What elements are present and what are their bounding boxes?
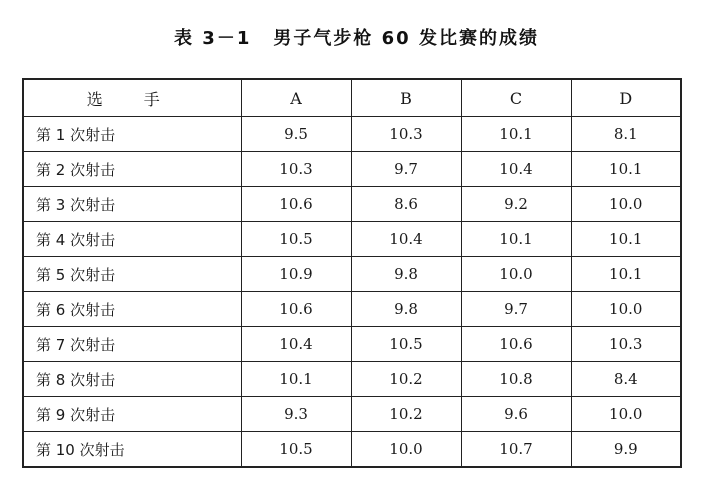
table-row	[23, 222, 681, 257]
table-row	[23, 397, 681, 432]
row-label: 第 5 次射击	[23, 257, 241, 292]
score-cell: 10.2	[351, 362, 461, 397]
row-label: 第 2 次射击	[23, 152, 241, 187]
score-cell: 10.5	[241, 432, 351, 468]
score-cell: 9.8	[351, 257, 461, 292]
row-label: 第 4 次射击	[23, 222, 241, 257]
score-cell: 10.1	[461, 222, 571, 257]
row-label: 第 10 次射击	[23, 432, 241, 468]
score-cell: 9.7	[461, 292, 571, 327]
column-header-b: B	[351, 79, 461, 117]
table-row	[23, 117, 681, 152]
score-cell: 10.0	[461, 257, 571, 292]
row-label: 第 8 次射击	[23, 362, 241, 397]
table-caption	[0, 24, 713, 50]
table-number: 表 3－1	[174, 28, 252, 49]
row-label: 第 9 次射击	[23, 397, 241, 432]
table-row	[23, 432, 681, 468]
row-label: 第 1 次射击	[23, 117, 241, 152]
score-cell: 10.5	[241, 222, 351, 257]
table-row	[23, 257, 681, 292]
score-cell: 9.9	[571, 432, 681, 468]
score-cell: 10.1	[571, 222, 681, 257]
header-row	[23, 79, 681, 117]
score-cell: 10.3	[241, 152, 351, 187]
score-cell: 10.4	[241, 327, 351, 362]
table-body	[23, 117, 681, 468]
table-title: 男子气步枪 60 发比赛的成绩	[273, 28, 539, 49]
table-row	[23, 292, 681, 327]
score-cell: 10.0	[351, 432, 461, 468]
score-cell: 10.8	[461, 362, 571, 397]
score-cell: 10.1	[571, 257, 681, 292]
score-cell: 10.0	[571, 187, 681, 222]
score-cell: 10.5	[351, 327, 461, 362]
row-label: 第 6 次射击	[23, 292, 241, 327]
score-cell: 10.6	[461, 327, 571, 362]
score-cell: 8.1	[571, 117, 681, 152]
score-cell: 10.6	[241, 187, 351, 222]
score-cell: 10.4	[351, 222, 461, 257]
score-cell: 10.6	[241, 292, 351, 327]
score-cell: 10.9	[241, 257, 351, 292]
column-header-d: D	[571, 79, 681, 117]
score-cell: 9.6	[461, 397, 571, 432]
corner-header: 选 手	[23, 79, 241, 117]
table-row	[23, 152, 681, 187]
score-cell: 10.0	[571, 397, 681, 432]
score-cell: 10.1	[461, 117, 571, 152]
score-cell: 9.8	[351, 292, 461, 327]
table-row	[23, 187, 681, 222]
row-label: 第 3 次射击	[23, 187, 241, 222]
table-row	[23, 327, 681, 362]
score-cell: 9.7	[351, 152, 461, 187]
score-cell: 8.6	[351, 187, 461, 222]
score-cell: 10.1	[241, 362, 351, 397]
score-cell: 10.4	[461, 152, 571, 187]
score-cell: 10.0	[571, 292, 681, 327]
column-header-a: A	[241, 79, 351, 117]
score-cell: 10.3	[571, 327, 681, 362]
scores-table	[22, 78, 682, 468]
row-label: 第 7 次射击	[23, 327, 241, 362]
table-row	[23, 362, 681, 397]
score-cell: 10.7	[461, 432, 571, 468]
score-cell: 10.1	[571, 152, 681, 187]
score-cell: 10.3	[351, 117, 461, 152]
score-cell: 8.4	[571, 362, 681, 397]
score-cell: 9.5	[241, 117, 351, 152]
column-header-c: C	[461, 79, 571, 117]
score-cell: 9.3	[241, 397, 351, 432]
score-cell: 10.2	[351, 397, 461, 432]
score-cell: 9.2	[461, 187, 571, 222]
